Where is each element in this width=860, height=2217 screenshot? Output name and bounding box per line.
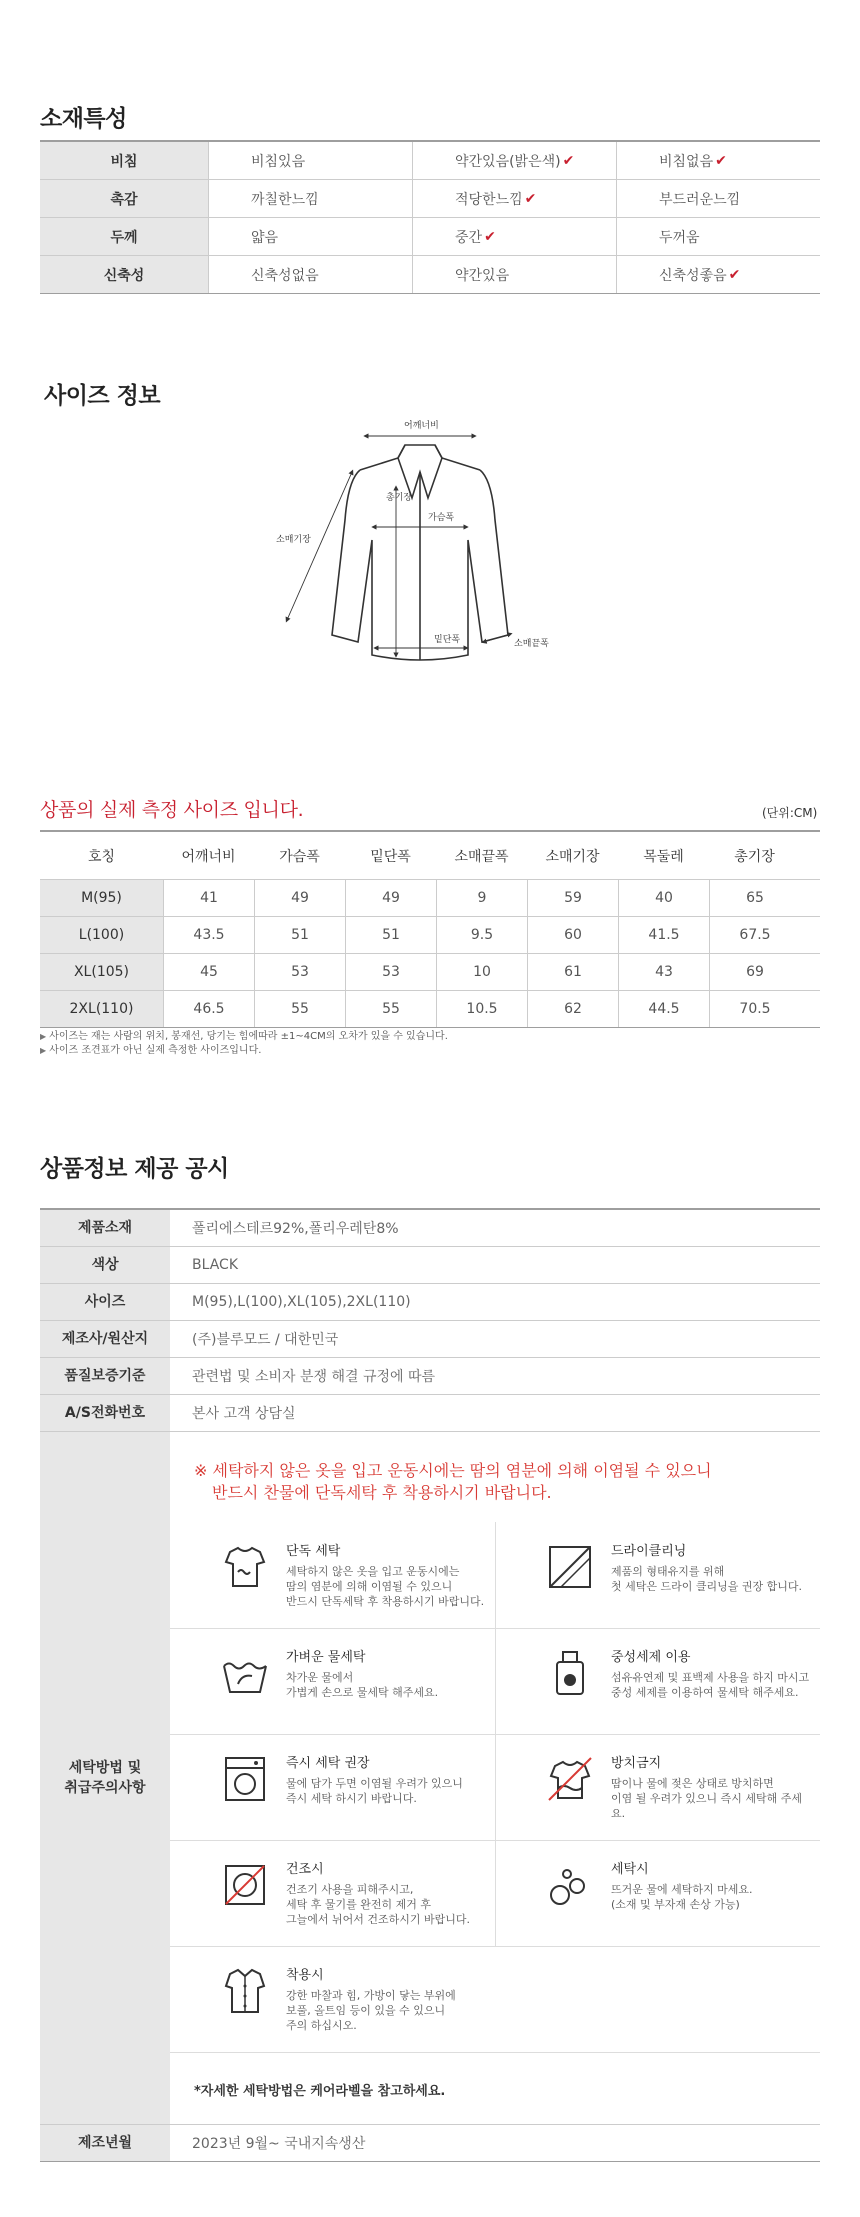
material-section-title: 소재특성 <box>40 106 127 132</box>
material-option: 두꺼움 <box>616 218 820 255</box>
care-item <box>495 1840 820 1946</box>
no-hot-water-icon <box>545 1860 595 1910</box>
size-value: 51 <box>254 917 345 953</box>
size-column-header: 목둘레 <box>643 848 684 865</box>
size-value: 59 <box>527 880 618 916</box>
size-row <box>40 954 820 991</box>
care-item-title: 건조시 <box>286 1862 324 1877</box>
info-value: 2023년 9월~ 국내지속생산 <box>192 2136 366 2152</box>
care-item-title: 착용시 <box>286 1968 324 1983</box>
size-notes <box>40 1030 820 1058</box>
size-value: 46.5 <box>163 991 254 1027</box>
size-value: 53 <box>254 954 345 990</box>
care-item-desc: 물에 담가 두면 이염될 우려가 있으니 즉시 세탁 하시기 바랍니다. <box>286 1777 463 1805</box>
care-item-title: 세탁시 <box>611 1862 649 1877</box>
info-head: 사이즈 <box>40 1284 170 1320</box>
check-icon: ✔ <box>562 152 575 169</box>
label-total-length: 총기장 <box>386 493 413 503</box>
size-value: 65 <box>709 880 800 916</box>
care-grid <box>170 1522 820 2052</box>
info-value: M(95),L(100),XL(105),2XL(110) <box>192 1294 411 1310</box>
size-label: 2XL(110) <box>40 991 163 1027</box>
size-column-header: 소매끝폭 <box>454 848 509 865</box>
info-value: (주)블루모드 / 대한민국 <box>192 1332 339 1348</box>
care-item-title: 가벼운 물세탁 <box>286 1650 366 1665</box>
size-table <box>40 830 820 1028</box>
size-note: ▶ 사이즈 조견표가 아닌 실제 측정한 사이즈입니다. <box>40 1045 262 1056</box>
dry-clean-icon <box>545 1542 595 1592</box>
size-column-header: 소매기장 <box>545 848 600 865</box>
no-dryer-icon <box>220 1860 270 1910</box>
size-value: 70.5 <box>709 991 800 1027</box>
care-item <box>170 1628 495 1734</box>
size-value: 62 <box>527 991 618 1027</box>
care-item-title: 드라이클리닝 <box>611 1544 687 1559</box>
label-shoulder: 어깨너비 <box>404 421 439 431</box>
info-head: 제조사/원산지 <box>40 1321 170 1357</box>
info-head: A/S전화번호 <box>40 1395 170 1431</box>
care-item <box>170 1522 495 1628</box>
info-head: 제품소재 <box>40 1210 170 1246</box>
material-row <box>40 256 820 294</box>
size-row <box>40 991 820 1028</box>
jacket-size-diagram <box>276 420 600 700</box>
material-row-label: 촉감 <box>40 180 208 217</box>
size-value: 10.5 <box>436 991 527 1027</box>
care-item-desc: 건조기 사용을 피해주시고, 세탁 후 물기를 완전히 제거 후 그늘에서 뉘어서 건조하시기 바랍니다. <box>286 1883 471 1926</box>
size-label: M(95) <box>40 880 163 916</box>
material-row-label: 신축성 <box>40 256 208 293</box>
size-value: 60 <box>527 917 618 953</box>
size-label: XL(105) <box>40 954 163 990</box>
size-value: 55 <box>345 991 436 1027</box>
detergent-icon <box>545 1648 595 1698</box>
check-icon: ✔ <box>728 266 741 283</box>
care-label: 세탁방법 및 취급주의사항 <box>40 1432 170 2124</box>
size-row <box>40 917 820 954</box>
care-item-desc: 섬유유연제 및 표백제 사용을 하지 마시고 중성 세제를 이용하여 물세탁 해주세요. <box>611 1671 810 1699</box>
label-hem: 밑단폭 <box>434 635 461 645</box>
care-item-title: 단독 세탁 <box>286 1544 341 1559</box>
size-value: 69 <box>709 954 800 990</box>
material-row-label: 두께 <box>40 218 208 255</box>
size-value: 67.5 <box>709 917 800 953</box>
washing-machine-icon <box>220 1754 270 1804</box>
material-option: 약간있음(밝은색) ✔ <box>412 142 616 179</box>
material-row <box>40 180 820 218</box>
measure-title: 상품의 실제 측정 사이즈 입니다. <box>40 799 304 821</box>
material-option: 약간있음 <box>412 256 616 293</box>
material-option: 비침있음 <box>208 142 412 179</box>
size-value: 40 <box>618 880 709 916</box>
info-row <box>40 1321 820 1358</box>
check-icon: ✔ <box>524 190 537 207</box>
hand-wash-icon <box>220 1648 270 1698</box>
info-row <box>40 1358 820 1395</box>
product-info-table <box>40 1208 820 2162</box>
material-option: 부드러운느낌 <box>616 180 820 217</box>
material-option: 신축성없음 <box>208 256 412 293</box>
care-item <box>495 1734 820 1840</box>
care-item-desc: 세탁하지 않은 옷을 입고 운동시에는 땀의 염분에 의해 이염될 수 있으니 반드시 단독세탁 후 착용하시기 바랍니다. <box>286 1565 485 1608</box>
size-value: 51 <box>345 917 436 953</box>
care-item-desc: 강한 마찰과 힘, 가방이 닿는 부위에 보풀, 올트임 등이 있을 수 있으니 주의 하십시오. <box>286 1989 456 2032</box>
no-soak-icon <box>545 1754 595 1804</box>
material-option: 얇음 <box>208 218 412 255</box>
check-icon: ✔ <box>715 152 727 169</box>
care-item-desc: 제품의 형태유지를 위해 첫 세탁은 드라이 클리닝을 권장 합니다. <box>611 1565 802 1593</box>
material-option: 적당한느낌 ✔ <box>412 180 616 217</box>
care-item <box>170 1840 495 1946</box>
care-item <box>495 1522 820 1628</box>
care-item-desc: 차가운 물에서 가볍게 손으로 물세탁 해주세요. <box>286 1671 439 1699</box>
size-value: 49 <box>254 880 345 916</box>
material-table <box>40 140 820 294</box>
size-value: 49 <box>345 880 436 916</box>
shirt-icon <box>220 1966 270 2016</box>
care-footer: *자세한 세탁방법은 케어라벨을 참고하세요. <box>194 2084 446 2099</box>
size-value: 41 <box>163 880 254 916</box>
info-head: 품질보증기준 <box>40 1358 170 1394</box>
info-head: 색상 <box>40 1247 170 1283</box>
care-row <box>40 1432 820 2125</box>
material-option: 신축성좋음 ✔ <box>616 256 820 293</box>
care-item-title: 방치금지 <box>611 1756 662 1771</box>
size-value: 44.5 <box>618 991 709 1027</box>
size-label: L(100) <box>40 917 163 953</box>
care-item <box>170 1734 495 1840</box>
info-value: BLACK <box>192 1257 239 1273</box>
material-option: 까칠한느낌 <box>208 180 412 217</box>
info-value: 폴리에스테르92%,폴리우레탄8% <box>192 1221 399 1237</box>
size-note: ▶ 사이즈는 재는 사람의 위치, 봉재선, 당기는 힘에따라 ±1~4CM의 오차가 있을 수 있습니다. <box>40 1031 448 1042</box>
size-value: 43.5 <box>163 917 254 953</box>
size-value: 45 <box>163 954 254 990</box>
size-value: 53 <box>345 954 436 990</box>
size-value: 61 <box>527 954 618 990</box>
info-row <box>40 1210 820 1247</box>
size-value: 43 <box>618 954 709 990</box>
care-warning: ※ 세탁하지 않은 옷을 입고 운동시에는 땀의 염분에 의해 이염될 수 있으니 반드시 찬물에 단독세탁 후 착용하시기 바랍니다. <box>194 1461 712 1502</box>
product-info-title: 상품정보 제공 공시 <box>40 1156 229 1182</box>
material-row <box>40 142 820 180</box>
care-item <box>495 1628 820 1734</box>
size-column-header: 가슴폭 <box>279 848 320 865</box>
material-option: 비침없음 ✔ <box>616 142 820 179</box>
material-option: 중간 ✔ <box>412 218 616 255</box>
info-row <box>40 1284 820 1321</box>
size-column-header: 총기장 <box>734 848 775 865</box>
tshirt-wash-icon <box>220 1542 270 1592</box>
size-value: 41.5 <box>618 917 709 953</box>
size-column-header: 어깨너비 <box>181 848 236 865</box>
care-item-desc: 뜨거운 물에 세탁하지 마세요. (소재 및 부자재 손상 가능) <box>611 1883 753 1911</box>
care-item-title: 즉시 세탁 권장 <box>286 1756 370 1771</box>
size-header-row <box>40 832 820 880</box>
info-row <box>40 1247 820 1284</box>
care-item-title: 중성세제 이용 <box>611 1650 691 1665</box>
check-icon: ✔ <box>484 228 496 245</box>
size-value: 9.5 <box>436 917 527 953</box>
size-column-header: 호칭 <box>40 832 163 879</box>
care-item-desc: 땀이나 물에 젖은 상태로 방치하면 이염 될 우려가 있으니 즉시 세탁해 주세요. <box>611 1777 802 1820</box>
size-value: 10 <box>436 954 527 990</box>
info-value: 본사 고객 상담실 <box>192 1406 296 1422</box>
label-cuff: 소매끝폭 <box>514 639 549 649</box>
label-chest: 가슴폭 <box>428 513 455 523</box>
label-sleeve-length: 소매기장 <box>276 535 311 545</box>
material-row <box>40 218 820 256</box>
info-value: 관련법 및 소비자 분쟁 해결 규정에 따름 <box>192 1369 436 1385</box>
care-item <box>170 1946 495 2052</box>
info-head: 제조년월 <box>40 2125 170 2161</box>
unit-label: (단위:CM) <box>762 806 818 820</box>
info-row <box>40 1395 820 1432</box>
material-row-label: 비침 <box>40 142 208 179</box>
size-value: 9 <box>436 880 527 916</box>
size-value: 55 <box>254 991 345 1027</box>
care-body <box>170 1432 820 2124</box>
size-column-header: 밑단폭 <box>370 848 411 865</box>
info-row-made <box>40 2125 820 2162</box>
size-row <box>40 880 820 917</box>
